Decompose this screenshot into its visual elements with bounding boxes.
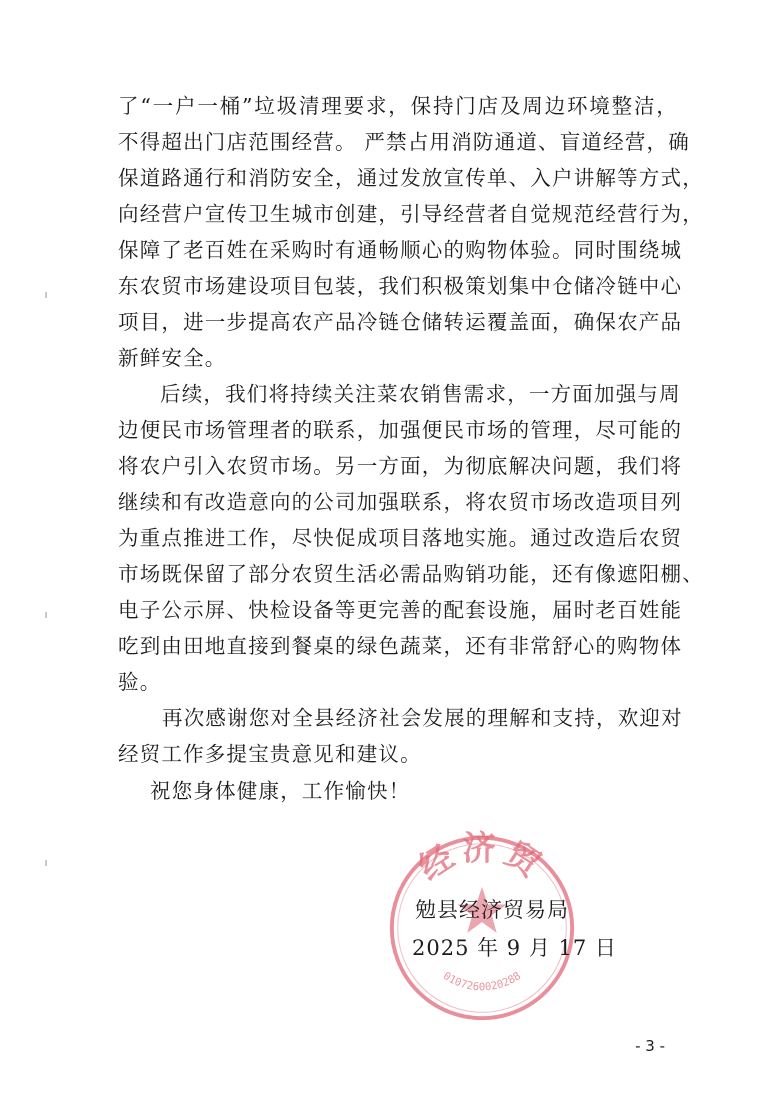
page-number: - 3 - — [635, 1037, 665, 1055]
scan-mark — [45, 292, 47, 298]
paragraph-line: 经贸工作多提宝贵意见和建议。 — [118, 742, 422, 766]
seal-serial-number: 0107260020288 — [440, 969, 524, 994]
paragraph-line: 新鲜安全。 — [118, 346, 227, 370]
paragraph-line: 向经营户宣传卫生城市创建，引导经营者自觉规范经营行为， — [118, 202, 704, 226]
paragraph-line: 保障了老百姓在采购时有通畅顺心的购物体验。同时围绕城 — [118, 238, 683, 262]
paragraph-line: 保道路通行和消防安全，通过发放宣传单、入户讲解等方式， — [118, 166, 704, 190]
paragraph-line: 了“一户一桶”垃圾清理要求，保持门店及周边环境整洁， — [118, 94, 678, 118]
svg-text:经济贸 — [412, 830, 553, 888]
closing-greeting: 祝您身体健康，工作愉快！ — [150, 779, 411, 803]
paragraph-line: 吃到由田地直接到餐桌的绿色蔬菜，还有非常舒心的购物体 — [118, 634, 683, 658]
paragraph-line: 不得超出门店范围经营。 严禁占用消防通道、盲道经营，确 — [118, 130, 690, 154]
scan-mark — [45, 612, 47, 618]
paragraph-line: 项目，进一步提高农产品冷链仓储转运覆盖面，确保农产品 — [118, 310, 683, 334]
scan-mark — [45, 860, 47, 866]
paragraph-line: 后续，我们将持续关注菜农销售需求，一方面加强与周 — [160, 382, 681, 406]
paragraph-line: 东农贸市场建设项目包装，我们积极策划集中仓储冷链中心 — [118, 274, 683, 298]
paragraph-line: 将农户引入农贸市场。另一方面，为彻底解决问题，我们将 — [118, 454, 683, 478]
paragraph-line: 市场既保留了部分农贸生活必需品购销功能，还有像遮阳棚、 — [118, 562, 704, 586]
paragraph-line: 继续和有改造意向的公司加强联系，将农贸市场改造项目列 — [118, 490, 683, 514]
paragraph-line: 电子公示屏、快检设备等更完善的配套设施，届时老百姓能 — [118, 598, 683, 622]
paragraph-line: 边便民市场管理者的联系，加强便民市场的管理，尽可能的 — [118, 418, 683, 442]
paragraph-line: 再次感谢您对全县经济社会发展的理解和支持，欢迎对 — [162, 706, 683, 730]
official-seal-icon — [384, 830, 580, 1026]
signing-date: 2025 年 9 月 17 日 — [412, 936, 617, 960]
signing-organization: 勉县经济贸易局 — [415, 898, 569, 922]
paragraph-line: 验。 — [118, 670, 162, 694]
svg-text:0107260020288 — [441, 969, 523, 993]
seal-top-text: 经济贸 — [411, 830, 553, 888]
paragraph-line: 为重点推进工作，尽快促成项目落地实施。通过改造后农贸 — [118, 526, 683, 550]
